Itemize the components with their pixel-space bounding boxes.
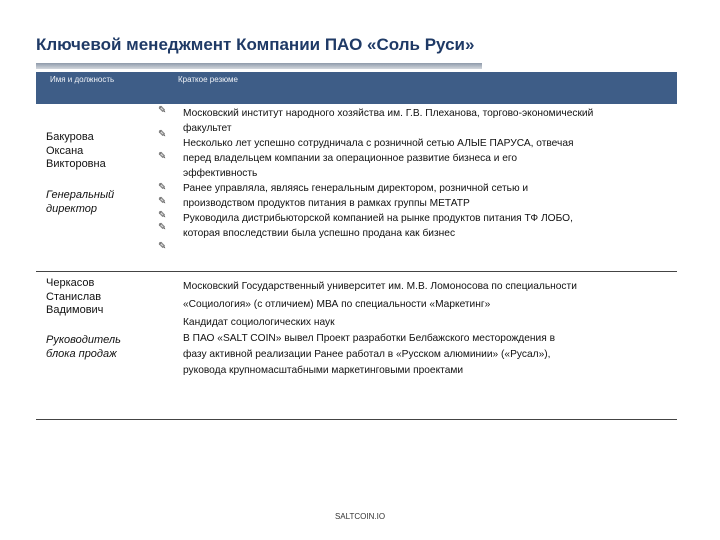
manager-resume	[183, 106, 653, 241]
row-divider	[36, 271, 677, 272]
manager-name: Черкасов Станислав Вадимович	[46, 277, 104, 316]
manager-role: Руководитель блока продаж	[46, 334, 121, 360]
pen-bullet-icon: ✎	[158, 196, 167, 207]
pen-bullet-icon: ✎	[158, 210, 167, 221]
pen-bullet-icon: ✎	[158, 222, 167, 233]
resume-line: производством продуктов питания в рамках группы МЕТАТР	[183, 198, 470, 209]
pen-bullet-icon: ✎	[158, 151, 167, 162]
pen-bullet-icon: ✎	[158, 241, 167, 252]
resume-line: Московский Государственный университет им. М.В. Ломоносова по специальности	[183, 281, 577, 292]
resume-line: которая впоследствии была успешно продана как бизнес	[183, 228, 456, 239]
resume-line: «Социология» (с отличием) МВА по специальности «Маркетинг»	[183, 299, 491, 310]
resume-line: Московский институт народного хозяйства им. Г.В. Плеханова, торгово-экономический	[183, 108, 594, 119]
resume-line: фазу активной реализации Ранее работал в «Русском алюминии» («Русал»),	[183, 349, 551, 360]
manager-role: Генеральный директор	[46, 189, 115, 215]
resume-line: Кандидат социологических наук	[183, 317, 335, 328]
resume-line: эффективность	[183, 168, 258, 179]
resume-line: факультет	[183, 123, 232, 134]
pen-bullet-icon: ✎	[158, 129, 167, 140]
resume-line: перед владельцем компании за операционное развитие бизнеса и его	[183, 153, 518, 164]
pen-bullet-icon: ✎	[158, 105, 167, 116]
page-title: Ключевой менеджмент Компании ПАО «Соль Руси»	[36, 35, 475, 54]
resume-line: Несколько лет успешно сотрудничала с розничной сетью АЛЫЕ ПАРУСА, отвечая	[183, 138, 574, 149]
table-header-bar	[36, 72, 677, 104]
resume-line: Руководила дистрибьюторской компанией на рынке продуктов питания ТФ ЛОБО,	[183, 213, 573, 224]
resume-line: Ранее управляла, являясь генеральным директором, розничной сетью и	[183, 183, 529, 194]
resume-line: В ПАО «SALT COIN» вывел Проект разработки Белбажского месторождения в	[183, 333, 555, 344]
column-header-resume: Краткое резюме	[178, 75, 239, 84]
resume-line: руковода крупномасштабными маркетинговыми проектами	[183, 365, 464, 376]
title-underline	[36, 63, 482, 69]
manager-resume	[183, 279, 653, 379]
manager-name: Бакурова Оксана Викторовна	[46, 131, 106, 170]
footer-site: SALTCOIN.IO	[334, 512, 386, 521]
column-header-name-position: Имя и должность	[50, 75, 115, 84]
pen-bullet-icon: ✎	[158, 182, 167, 193]
row-divider	[36, 419, 677, 420]
